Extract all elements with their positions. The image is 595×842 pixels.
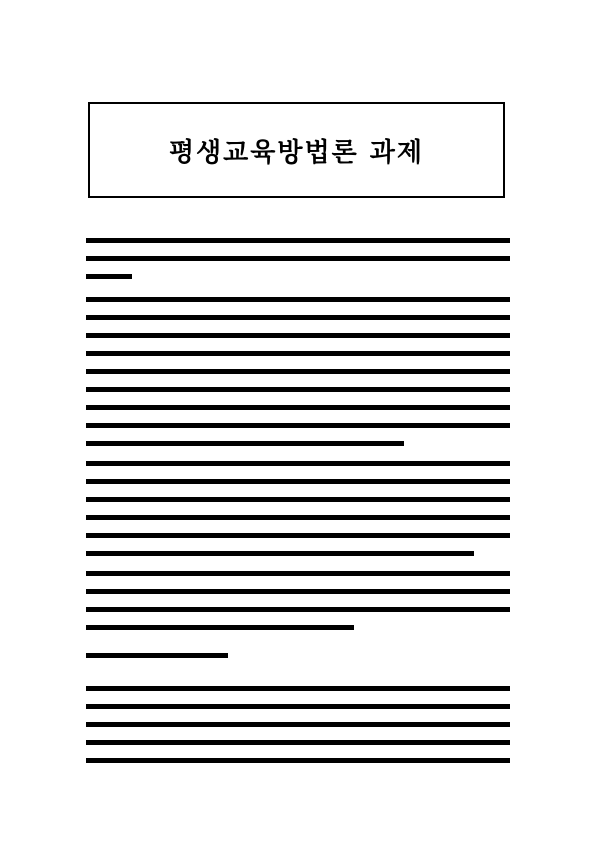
text-line [86,256,510,261]
text-line [86,497,510,502]
paragraph-3 [86,461,510,569]
text-line [86,333,510,338]
text-line [86,551,474,556]
text-line [86,369,510,374]
text-line [86,423,510,428]
text-line [86,722,510,727]
text-line [86,758,510,763]
paragraph-2 [86,297,510,459]
text-line [86,315,510,320]
text-line [86,274,132,279]
section-heading [86,653,228,658]
text-line [86,625,354,630]
text-line [86,515,510,520]
text-line [86,297,510,302]
text-line [86,441,404,446]
text-line [86,704,510,709]
text-line [86,533,510,538]
paragraph-4 [86,571,510,643]
document-title: 평생교육방법론 과제 [168,137,425,168]
text-line [86,686,510,691]
paragraph-5 [86,686,510,776]
text-line [86,405,510,410]
text-line [86,461,510,466]
text-line [86,479,510,484]
text-line [86,571,510,576]
paragraph-1 [86,238,510,292]
text-line [86,740,510,745]
title-box [88,102,505,198]
text-line [86,589,510,594]
text-line [86,607,510,612]
text-line [86,351,510,356]
text-line [86,387,510,392]
text-line [86,238,510,243]
